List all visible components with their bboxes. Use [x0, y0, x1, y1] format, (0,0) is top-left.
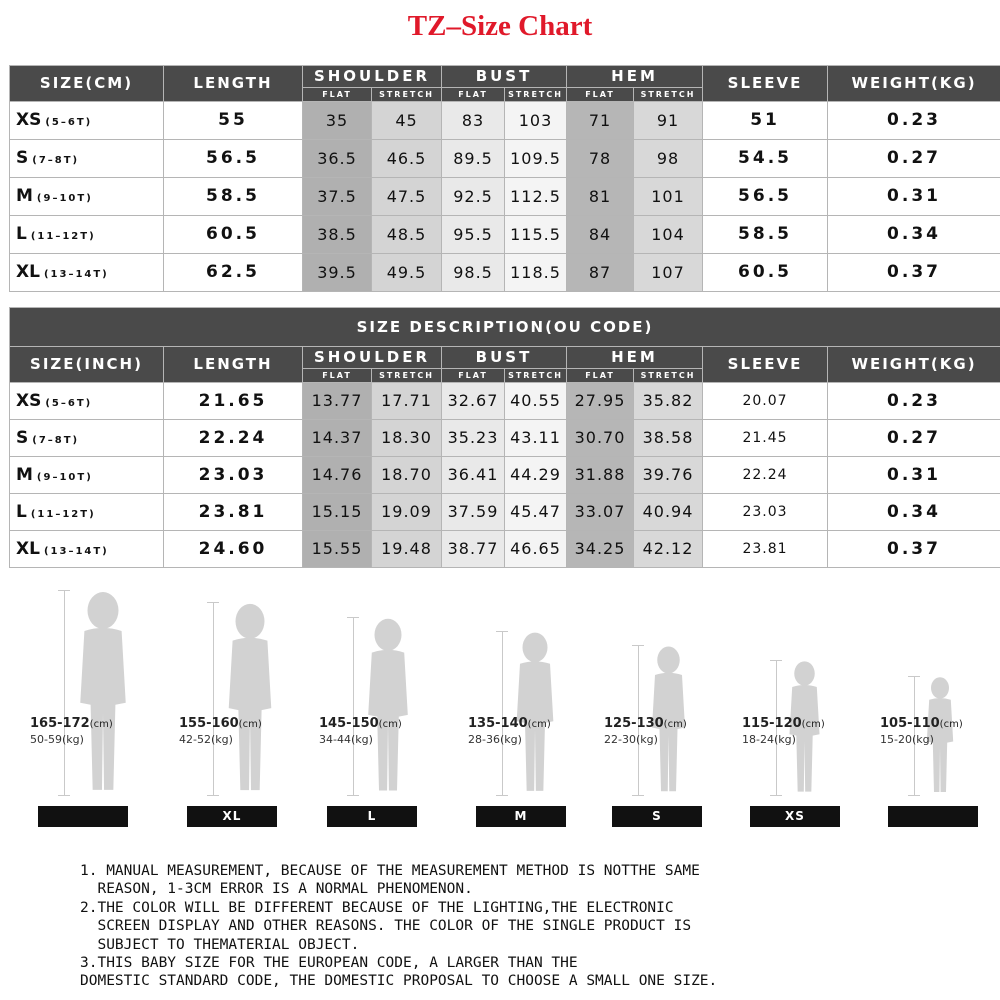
height-unit: (cm) [663, 719, 687, 730]
size-code: S [16, 148, 29, 168]
weight-range: 18-24(kg) [742, 733, 796, 746]
cell-weight: 0.23 [828, 102, 1000, 140]
size-label-bar: XL [187, 806, 277, 827]
cell-size [10, 216, 164, 254]
subheader-stretch: STRETCH [372, 88, 442, 102]
ruler-tick [770, 795, 782, 796]
size-age: (9–10T) [36, 471, 93, 483]
subheader-stretch: STRETCH [372, 369, 442, 383]
size-label-bar: M [476, 806, 566, 827]
cell-sleeve: 58.5 [703, 216, 828, 254]
size-code: L [16, 501, 27, 522]
height-value: 155-160 [179, 716, 239, 731]
height-value: 135-140 [468, 716, 528, 731]
note-line: DOMESTIC STANDARD CODE, THE DOMESTIC PROPOSAL TO CHOOSE A SMALL ONE SIZE. [80, 973, 718, 990]
cell-size [10, 178, 164, 216]
size-label-bar [888, 806, 978, 827]
cell-size [10, 102, 164, 140]
child-silhouette-icon [361, 617, 415, 795]
size-age: (5–6T) [45, 117, 93, 128]
cell-shoulder-flat: 13.77 [303, 383, 372, 420]
cell-shoulder-stretch: 18.30 [372, 420, 442, 457]
cell-shoulder-flat: 15.55 [303, 531, 372, 568]
cell-sleeve: 23.03 [703, 494, 828, 531]
subheader-stretch: STRETCH [505, 369, 567, 383]
table-row [10, 102, 1000, 140]
note-line: 3.THIS BABY SIZE FOR THE EUROPEAN CODE, A LARGER THAN THE [80, 955, 578, 972]
height-value: 115-120 [742, 716, 802, 731]
subheader-flat: FLAT [567, 369, 634, 383]
cell-shoulder-stretch: 19.09 [372, 494, 442, 531]
table-row [10, 494, 1000, 531]
cell-length: 22.24 [164, 420, 303, 457]
height-value: 125-130 [604, 716, 664, 731]
cell-size [10, 494, 164, 531]
cell-hem-stretch: 91 [634, 102, 703, 140]
cell-shoulder-flat: 38.5 [303, 216, 372, 254]
header-weight: WEIGHT(KG) [828, 347, 1000, 383]
table-row [10, 383, 1000, 420]
cell-sleeve: 21.45 [703, 420, 828, 457]
cell-bust-flat: 92.5 [442, 178, 505, 216]
weight-range: 42-52(kg) [179, 733, 233, 746]
height-range [30, 716, 113, 731]
cell-shoulder-stretch: 46.5 [372, 140, 442, 178]
cell-bust-flat: 38.77 [442, 531, 505, 568]
size-age: (13–14T) [43, 545, 109, 557]
cell-length: 58.5 [164, 178, 303, 216]
cell-shoulder-stretch: 48.5 [372, 216, 442, 254]
cell-weight: 0.37 [828, 254, 1000, 292]
ruler-tick [770, 660, 782, 661]
cell-size [10, 457, 164, 494]
ruler-tick [207, 602, 219, 603]
cell-weight: 0.34 [828, 216, 1000, 254]
ruler-tick [632, 645, 644, 646]
height-ruler [213, 602, 214, 795]
cell-bust-stretch: 103 [505, 102, 567, 140]
height-range [742, 716, 825, 731]
table-row [10, 531, 1000, 568]
cell-bust-flat: 37.59 [442, 494, 505, 531]
height-range [880, 716, 963, 731]
cell-length: 60.5 [164, 216, 303, 254]
size-label-bar: XS [750, 806, 840, 827]
cell-size [10, 531, 164, 568]
size-age: (7–8T) [32, 434, 80, 446]
weight-range: 15-20(kg) [880, 733, 934, 746]
cell-hem-flat: 84 [567, 216, 634, 254]
height-ruler [64, 590, 65, 795]
size-table-inch [9, 307, 1000, 568]
header-size: SIZE(INCH) [10, 347, 164, 383]
height-value: 105-110 [880, 716, 940, 731]
cell-shoulder-stretch: 18.70 [372, 457, 442, 494]
cell-size [10, 383, 164, 420]
weight-range: 50-59(kg) [30, 733, 84, 746]
header-hem: HEM [567, 66, 703, 88]
child-silhouette-icon [510, 631, 560, 795]
size-code: XL [16, 262, 40, 282]
cell-hem-flat: 71 [567, 102, 634, 140]
cell-hem-stretch: 39.76 [634, 457, 703, 494]
note-line: SCREEN DISPLAY AND OTHER REASONS. THE COLOR OF THE SINGLE PRODUCT IS [80, 918, 692, 935]
table-row [10, 178, 1000, 216]
cell-hem-flat: 30.70 [567, 420, 634, 457]
cell-bust-stretch: 46.65 [505, 531, 567, 568]
height-unit: (cm) [89, 719, 113, 730]
cell-bust-flat: 98.5 [442, 254, 505, 292]
child-silhouette-icon [221, 602, 279, 795]
cell-shoulder-flat: 37.5 [303, 178, 372, 216]
subheader-flat: FLAT [303, 369, 372, 383]
table-row [10, 216, 1000, 254]
cell-length: 55 [164, 102, 303, 140]
cell-size [10, 140, 164, 178]
cell-sleeve: 22.24 [703, 457, 828, 494]
cell-weight: 0.31 [828, 178, 1000, 216]
cell-shoulder-flat: 14.76 [303, 457, 372, 494]
height-range [179, 716, 262, 731]
height-unit: (cm) [527, 719, 551, 730]
height-unit: (cm) [801, 719, 825, 730]
ruler-tick [908, 795, 920, 796]
height-range [319, 716, 402, 731]
cell-bust-stretch: 45.47 [505, 494, 567, 531]
cell-length: 62.5 [164, 254, 303, 292]
ruler-tick [347, 617, 359, 618]
height-unit: (cm) [378, 719, 402, 730]
cell-shoulder-flat: 14.37 [303, 420, 372, 457]
cell-shoulder-flat: 39.5 [303, 254, 372, 292]
cell-sleeve: 54.5 [703, 140, 828, 178]
cell-shoulder-flat: 15.15 [303, 494, 372, 531]
size-code: XS [16, 110, 42, 130]
header-weight: WEIGHT(KG) [828, 66, 1000, 102]
height-value: 145-150 [319, 716, 379, 731]
size-code: M [16, 186, 33, 206]
ruler-tick [207, 795, 219, 796]
header-length: LENGTH [164, 347, 303, 383]
cell-hem-flat: 78 [567, 140, 634, 178]
header-shoulder: SHOULDER [303, 347, 442, 369]
note-line: 1. MANUAL MEASUREMENT, BECAUSE OF THE MEASUREMENT METHOD IS NOTTHE SAME [80, 863, 700, 879]
cell-bust-stretch: 43.11 [505, 420, 567, 457]
ruler-tick [58, 590, 70, 591]
height-unit: (cm) [939, 719, 963, 730]
cell-weight: 0.23 [828, 383, 1000, 420]
size-label-bar: L [327, 806, 417, 827]
cell-bust-stretch: 40.55 [505, 383, 567, 420]
header-sleeve: SLEEVE [703, 66, 828, 102]
cell-hem-stretch: 35.82 [634, 383, 703, 420]
height-unit: (cm) [238, 719, 262, 730]
cell-bust-flat: 35.23 [442, 420, 505, 457]
height-value: 165-172 [30, 716, 90, 731]
table-row [10, 457, 1000, 494]
size-age: (11–12T) [30, 508, 96, 520]
cell-hem-stretch: 42.12 [634, 531, 703, 568]
cell-weight: 0.34 [828, 494, 1000, 531]
size-age: (7–8T) [32, 155, 80, 166]
cell-hem-flat: 31.88 [567, 457, 634, 494]
header-bust: BUST [442, 347, 567, 369]
ruler-tick [632, 795, 644, 796]
ruler-tick [347, 795, 359, 796]
cell-size [10, 254, 164, 292]
cell-sleeve: 51 [703, 102, 828, 140]
cell-bust-flat: 89.5 [442, 140, 505, 178]
cell-sleeve: 60.5 [703, 254, 828, 292]
cell-hem-flat: 33.07 [567, 494, 634, 531]
cell-bust-flat: 32.67 [442, 383, 505, 420]
cell-bust-stretch: 118.5 [505, 254, 567, 292]
cell-bust-stretch: 112.5 [505, 178, 567, 216]
cell-size [10, 420, 164, 457]
cell-sleeve: 20.07 [703, 383, 828, 420]
page-title: TZ–Size Chart [407, 10, 593, 42]
header-bust: BUST [442, 66, 567, 88]
cell-shoulder-flat: 36.5 [303, 140, 372, 178]
cell-bust-stretch: 44.29 [505, 457, 567, 494]
note-line: SUBJECT TO THEMATERIAL OBJECT. [80, 936, 360, 953]
cell-hem-flat: 81 [567, 178, 634, 216]
header-length: LENGTH [164, 66, 303, 102]
cell-weight: 0.27 [828, 140, 1000, 178]
size-description-banner: SIZE DESCRIPTION(OU CODE) [10, 308, 1000, 347]
size-code: M [16, 464, 33, 485]
ruler-tick [496, 795, 508, 796]
cell-shoulder-flat: 35 [303, 102, 372, 140]
cell-hem-stretch: 38.58 [634, 420, 703, 457]
notes [80, 862, 980, 991]
header-hem: HEM [567, 347, 703, 369]
height-range [604, 716, 687, 731]
size-label-bar [38, 806, 128, 827]
height-ruler [353, 617, 354, 795]
weight-range: 22-30(kg) [604, 733, 658, 746]
size-code: L [16, 224, 27, 244]
table-row [10, 254, 1000, 292]
size-label-bar: S [612, 806, 702, 827]
cell-weight: 0.31 [828, 457, 1000, 494]
height-range [468, 716, 551, 731]
cell-bust-stretch: 115.5 [505, 216, 567, 254]
cell-bust-flat: 95.5 [442, 216, 505, 254]
cell-bust-stretch: 109.5 [505, 140, 567, 178]
cell-length: 56.5 [164, 140, 303, 178]
table-row [10, 140, 1000, 178]
cell-length: 24.60 [164, 531, 303, 568]
cell-hem-flat: 87 [567, 254, 634, 292]
cell-length: 23.03 [164, 457, 303, 494]
cell-shoulder-stretch: 45 [372, 102, 442, 140]
subheader-stretch: STRETCH [505, 88, 567, 102]
cell-bust-flat: 36.41 [442, 457, 505, 494]
cell-shoulder-stretch: 49.5 [372, 254, 442, 292]
cell-shoulder-stretch: 17.71 [372, 383, 442, 420]
size-code: XL [16, 538, 40, 559]
height-ruler [502, 631, 503, 795]
cell-weight: 0.27 [828, 420, 1000, 457]
cell-hem-flat: 27.95 [567, 383, 634, 420]
size-age: (11–12T) [30, 231, 96, 242]
note-line: REASON, 1-3CM ERROR IS A NORMAL PHENOMENON. [80, 881, 473, 898]
subheader-flat: FLAT [303, 88, 372, 102]
header-sleeve: SLEEVE [703, 347, 828, 383]
subheader-stretch: STRETCH [634, 369, 703, 383]
cell-hem-flat: 34.25 [567, 531, 634, 568]
header-shoulder: SHOULDER [303, 66, 442, 88]
cell-hem-stretch: 40.94 [634, 494, 703, 531]
cell-length: 21.65 [164, 383, 303, 420]
note-line: 2.THE COLOR WILL BE DIFFERENT BECAUSE OF THE LIGHTING,THE ELECTRONIC [80, 899, 674, 916]
subheader-stretch: STRETCH [634, 88, 703, 102]
cell-shoulder-stretch: 47.5 [372, 178, 442, 216]
child-silhouette-icon [72, 590, 134, 795]
ruler-tick [496, 631, 508, 632]
size-code: XS [16, 390, 42, 411]
cell-sleeve: 56.5 [703, 178, 828, 216]
cell-sleeve: 23.81 [703, 531, 828, 568]
subheader-flat: FLAT [442, 88, 505, 102]
cell-length: 23.81 [164, 494, 303, 531]
cell-hem-stretch: 107 [634, 254, 703, 292]
weight-range: 28-36(kg) [468, 733, 522, 746]
size-age: (5–6T) [45, 397, 93, 409]
cell-bust-flat: 83 [442, 102, 505, 140]
table-row [10, 420, 1000, 457]
ruler-tick [58, 795, 70, 796]
subheader-flat: FLAT [442, 369, 505, 383]
cell-hem-stretch: 98 [634, 140, 703, 178]
weight-range: 34-44(kg) [319, 733, 373, 746]
size-code: S [16, 427, 29, 448]
cell-hem-stretch: 101 [634, 178, 703, 216]
ruler-tick [908, 676, 920, 677]
size-table-cm [9, 65, 1000, 292]
size-age: (9–10T) [36, 193, 93, 204]
cell-shoulder-stretch: 19.48 [372, 531, 442, 568]
header-size: SIZE(CM) [10, 66, 164, 102]
cell-weight: 0.37 [828, 531, 1000, 568]
subheader-flat: FLAT [567, 88, 634, 102]
size-age: (13–14T) [43, 269, 109, 280]
cell-hem-stretch: 104 [634, 216, 703, 254]
